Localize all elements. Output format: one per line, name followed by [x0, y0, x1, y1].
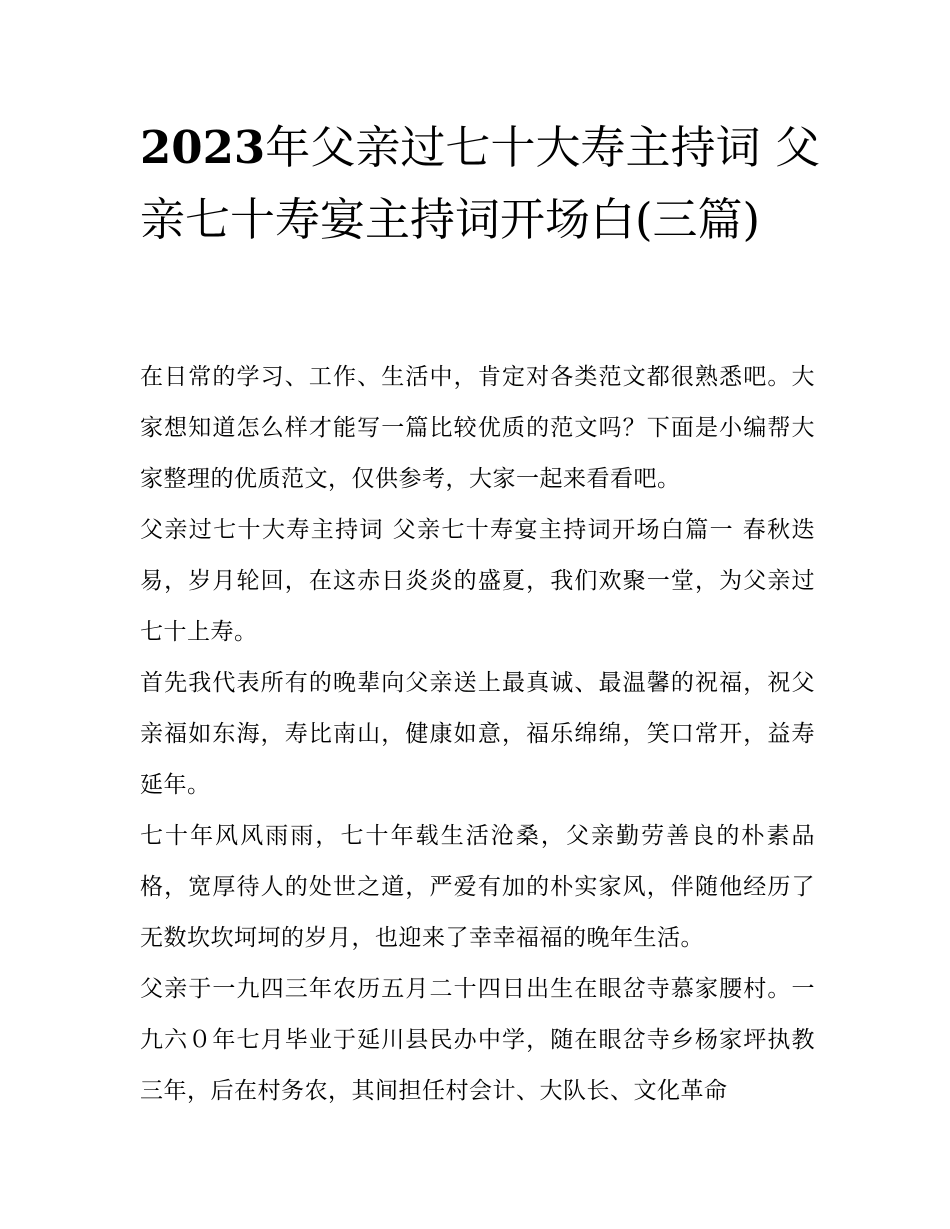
title-text: 年父亲过七十大寿主持词 父亲七十寿宴主持词开场白(三篇)	[140, 121, 820, 246]
title-year: 2023	[140, 121, 266, 174]
paragraph-opening: 父亲过七十大寿主持词 父亲七十寿宴主持词开场白篇一 春秋迭易，岁月轮回，在这赤日炎炎的盛夏，我们欢聚一堂，为父亲过七十上寿。	[140, 517, 815, 645]
paragraph-biography: 父亲于一九四三年农历五月二十四日出生在眼岔寺慕家腰村。一九六０年七月毕业于延川县民办中学，随在眼岔寺乡杨家坪执教三年，后在村务农，其间担任村会计、大队长、文化革命	[140, 976, 815, 1104]
document-title	[140, 112, 820, 256]
paragraph-blessing: 首先我代表所有的晚辈向父亲送上最真诚、最温馨的祝福，祝父亲福如东海，寿比南山，健康如意，福乐绵绵，笑口常开，益寿延年。	[140, 670, 815, 798]
paragraph-intro: 在日常的学习、工作、生活中，肯定对各类范文都很熟悉吧。大家想知道怎么样才能写一篇比较优质的范文吗？下面是小编帮大家整理的优质范文，仅供参考，大家一起来看看吧。	[140, 364, 815, 492]
document-body	[140, 352, 815, 1117]
paragraph-seventy-years: 七十年风风雨雨，七十年载生活沧桑，父亲勤劳善良的朴素品格，宽厚待人的处世之道，严爱有加的朴实家风，伴随他经历了无数坎坎坷坷的岁月，也迎来了幸幸福福的晚年生活。	[140, 823, 815, 951]
